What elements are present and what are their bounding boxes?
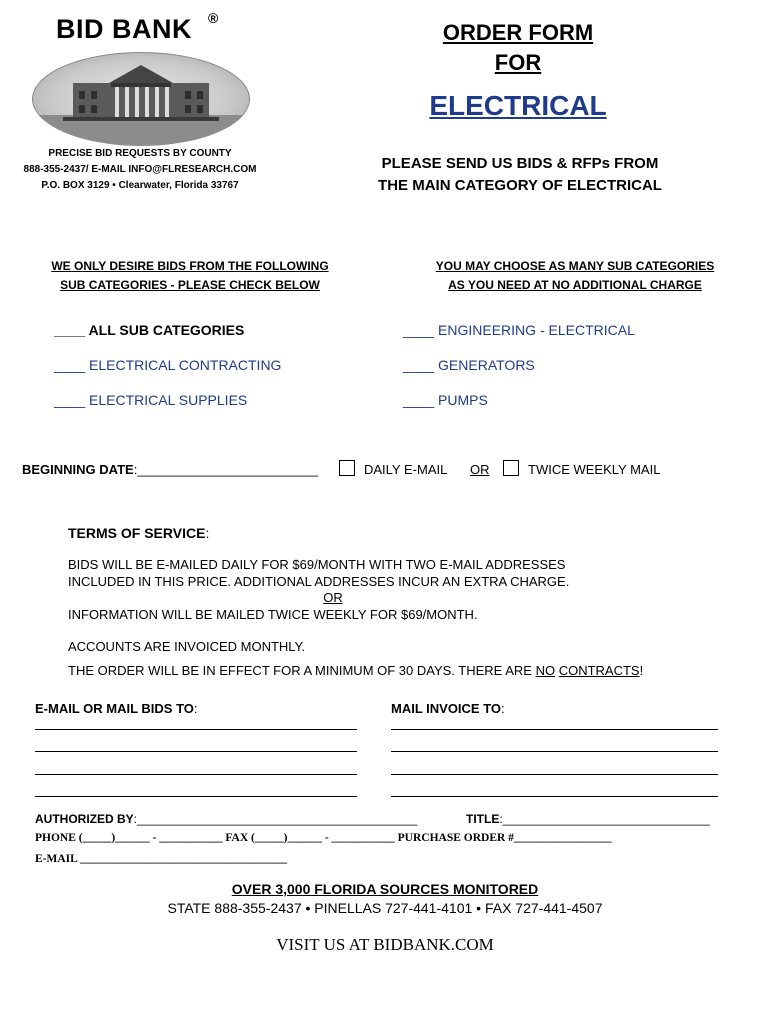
mail-invoice-to-label xyxy=(391,701,505,716)
option-all-sub-categories[interactable] xyxy=(54,322,244,338)
logo-tagline: PRECISE BID REQUESTS BY COUNTY xyxy=(48,148,232,159)
contact-numbers: STATE 888-355-2437 • PINELLAS 727-441-4101 • FAX 727-441-4507 xyxy=(167,900,603,916)
authorized-by-field[interactable] xyxy=(35,812,417,826)
treasury-building-icon xyxy=(33,53,249,145)
beginning-date-label: BEGINNING DATE xyxy=(22,462,134,477)
option-blank[interactable]: ____ xyxy=(403,357,435,373)
right-instructions-line-1: YOU MAY CHOOSE AS MANY SUB CATEGORIES xyxy=(435,259,715,273)
building-engraving-image xyxy=(32,52,250,146)
terms-line-5-text: THE ORDER WILL BE IN EFFECT FOR A MINIMUM OF 30 DAYS. THERE ARE xyxy=(68,662,536,678)
twice-weekly-label: TWICE WEEKLY MAIL xyxy=(528,462,661,477)
registered-mark: ® xyxy=(208,10,219,26)
left-instructions xyxy=(20,257,360,295)
beginning-date-field[interactable] xyxy=(22,462,318,477)
option-engineering-electrical[interactable] xyxy=(403,322,635,338)
terms-line-1: BIDS WILL BE E-MAILED DAILY FOR $69/MONTH WITH TWO E-MAIL ADDRESSES xyxy=(68,557,566,572)
option-blank[interactable]: ____ xyxy=(54,322,86,338)
option-blank[interactable]: ____ xyxy=(54,392,86,408)
daily-email-checkbox[interactable] xyxy=(339,460,355,476)
twice-weekly-checkbox[interactable] xyxy=(503,460,519,476)
terms-no: NO xyxy=(535,662,556,678)
logo-title: BID BANK xyxy=(56,14,192,44)
mail-to-line-4[interactable] xyxy=(35,796,357,797)
left-instructions-line-2: SUB CATEGORIES - PLEASE CHECK BELOW xyxy=(60,278,320,292)
terms-colon: : xyxy=(205,525,210,541)
mail-bids-to-text: E-MAIL OR MAIL BIDS TO xyxy=(35,701,194,716)
option-label: PUMPS xyxy=(438,392,488,408)
option-label: ELECTRICAL SUPPLIES xyxy=(89,392,248,408)
daily-email-label: DAILY E-MAIL xyxy=(364,462,448,477)
authorized-by-blank[interactable]: :__________________________________________ xyxy=(133,812,418,826)
terms-heading xyxy=(68,525,209,541)
or-label: OR xyxy=(470,462,490,477)
option-blank[interactable]: ____ xyxy=(403,392,435,408)
invoice-line-2[interactable] xyxy=(391,751,718,752)
terms-body xyxy=(68,557,688,679)
terms-line-4: ACCOUNTS ARE INVOICED MONTHLY. xyxy=(68,639,306,654)
mail-to-line-2[interactable] xyxy=(35,751,357,752)
logo-address: P.O. BOX 3129 • Clearwater, Florida 33767 xyxy=(41,180,239,191)
option-label: ELECTRICAL CONTRACTING xyxy=(89,357,282,373)
option-label: ENGINEERING - ELECTRICAL xyxy=(438,322,635,338)
order-form-heading: ORDER FORM xyxy=(442,20,594,45)
terms-contracts: CONTRACTS xyxy=(558,662,640,678)
invoice-line-1[interactable] xyxy=(391,729,718,730)
option-electrical-contracting[interactable] xyxy=(54,357,281,373)
right-instructions xyxy=(405,257,745,295)
terms-line-5 xyxy=(68,663,688,680)
invoice-line-4[interactable] xyxy=(391,796,718,797)
phone-fax-po-field[interactable]: PHONE (_____)______ - ___________ FAX (_____)______ - ___________ PURCHASE ORDER #_________________ xyxy=(35,832,612,844)
mail-invoice-to-colon: : xyxy=(501,701,505,716)
option-electrical-supplies[interactable] xyxy=(54,392,247,408)
beginning-date-blank[interactable]: :_________________________ xyxy=(133,462,319,477)
mail-bids-to-colon: : xyxy=(193,701,198,716)
terms-line-3: INFORMATION WILL BE MAILED TWICE WEEKLY FOR $69/MONTH. xyxy=(68,606,478,622)
option-label: ALL SUB CATEGORIES xyxy=(88,322,245,338)
terms-or: OR xyxy=(323,590,343,605)
mail-bids-to-label xyxy=(35,701,198,716)
left-instructions-line-1: WE ONLY DESIRE BIDS FROM THE FOLLOWING xyxy=(51,259,329,273)
sources-monitored: OVER 3,000 FLORIDA SOURCES MONITORED xyxy=(231,881,539,897)
email-field[interactable]: E-MAIL ____________________________________ xyxy=(35,853,288,865)
terms-exclamation: ! xyxy=(639,662,644,678)
send-instructions xyxy=(330,153,710,197)
send-line-1: PLEASE SEND US BIDS & RFPs FROM xyxy=(381,155,659,172)
option-blank[interactable]: ____ xyxy=(54,357,86,373)
title-field[interactable] xyxy=(466,812,710,826)
invoice-line-3[interactable] xyxy=(391,774,718,775)
option-pumps[interactable] xyxy=(403,392,488,408)
logo-contact: 888-355-2437/ E-MAIL INFO@FLRESEARCH.COM xyxy=(23,164,257,175)
send-line-2: THE MAIN CATEGORY OF ELECTRICAL xyxy=(378,177,662,194)
right-instructions-line-2: AS YOU NEED AT NO ADDITIONAL CHARGE xyxy=(448,278,702,292)
terms-heading-text: TERMS OF SERVICE xyxy=(68,525,206,541)
terms-line-2: INCLUDED IN THIS PRICE. ADDITIONAL ADDRESSES INCUR AN EXTRA CHARGE. xyxy=(68,573,570,589)
mail-to-line-3[interactable] xyxy=(35,774,357,775)
title-label: TITLE xyxy=(466,812,500,826)
visit-website[interactable]: VISIT US AT BIDBANK.COM xyxy=(276,935,494,954)
for-heading: FOR xyxy=(494,50,542,75)
option-blank[interactable]: ____ xyxy=(403,322,435,338)
mail-to-line-1[interactable] xyxy=(35,729,357,730)
option-label: GENERATORS xyxy=(438,357,535,373)
option-generators[interactable] xyxy=(403,357,535,373)
title-blank[interactable]: :_______________________________ xyxy=(499,812,710,826)
category-title: ELECTRICAL xyxy=(429,90,607,121)
mail-invoice-to-text: MAIL INVOICE TO xyxy=(391,701,502,716)
authorized-by-label: AUTHORIZED BY xyxy=(35,812,134,826)
